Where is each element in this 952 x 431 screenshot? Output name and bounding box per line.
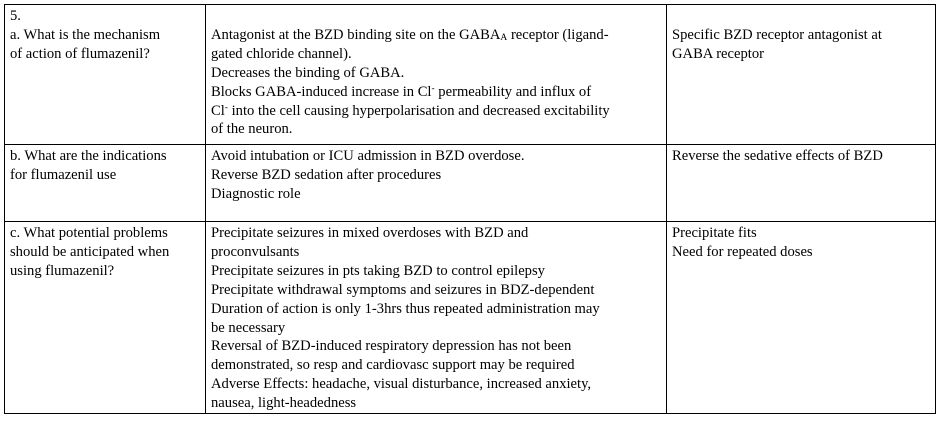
answer-a-line-6: of the neuron. xyxy=(211,121,293,138)
answer-b-line-3: Diagnostic role xyxy=(211,185,301,202)
question-b-line-1: b. What are the indications xyxy=(10,148,167,164)
answer-c-line-2: proconvulsants xyxy=(211,243,300,260)
answer-cell-a xyxy=(206,5,667,145)
summary-c-line-1: Precipitate fits xyxy=(672,225,757,241)
qa-table xyxy=(4,4,936,414)
answer-b-line-1: Avoid intubation or ICU admission in BZD overdose. xyxy=(211,148,525,164)
answer-a-line-5-text: Cl xyxy=(211,102,225,119)
answer-c-line-5: Duration of action is only 1-3hrs thus repeated administration may xyxy=(211,300,600,317)
section-number: 5. xyxy=(10,8,21,24)
answer-a-line-1-tail: receptor (ligand- xyxy=(507,26,609,43)
table-row-c xyxy=(5,222,936,414)
answer-a-line-5-tail: into the cell causing hyperpolarisation and decreased excitability xyxy=(227,102,610,119)
question-cell-a xyxy=(5,5,206,145)
answer-a-line-4 xyxy=(211,83,662,102)
question-cell-c xyxy=(5,222,206,414)
summary-cell-a xyxy=(667,5,936,145)
table-row-b xyxy=(5,145,936,222)
spacer xyxy=(211,7,662,26)
answer-c-line-4: Precipitate withdrawal symptoms and seizures in BDZ-dependent xyxy=(211,281,595,298)
answer-a-line-4-text: Blocks GABA-induced increase in Cl xyxy=(211,83,432,100)
summary-a-line-1: Specific BZD receptor antagonist at xyxy=(672,26,882,43)
answer-c-line-1: Precipitate seizures in mixed overdoses with BZD and xyxy=(211,225,529,241)
answer-c-line-10: nausea, light-headedness xyxy=(211,395,357,412)
summary-b-line-1: Reverse the sedative effects of BZD xyxy=(672,148,883,164)
question-a-line-2: of action of flumazenil? xyxy=(10,45,150,62)
spacer xyxy=(672,7,931,26)
answer-a-line-3: Decreases the binding of GABA. xyxy=(211,64,405,81)
answer-c-line-7: Reversal of BZD-induced respiratory depression has not been xyxy=(211,338,572,355)
gaba-a-subscript: A xyxy=(500,32,508,43)
answer-a-line-1-text: Antagonist at the BZD binding site on the GABA xyxy=(211,26,501,43)
answer-b-line-2: Reverse BZD sedation after procedures xyxy=(211,166,442,183)
chloride-superscript: - xyxy=(431,83,435,94)
answer-a-line-2: gated chloride channel). xyxy=(211,45,352,62)
summary-cell-b xyxy=(667,145,936,222)
question-b-line-2: for flumazenil use xyxy=(10,166,117,183)
answer-a-line-1 xyxy=(211,26,662,45)
summary-c-line-2: Need for repeated doses xyxy=(672,243,813,260)
question-c-line-2: should be anticipated when xyxy=(10,243,170,260)
answer-cell-c xyxy=(206,222,667,414)
answer-c-line-8: demonstrated, so resp and cardiovasc support may be required xyxy=(211,357,575,374)
answer-a-line-5 xyxy=(211,102,662,121)
question-c-line-1: c. What potential problems xyxy=(10,225,168,241)
chloride-superscript: - xyxy=(224,102,228,113)
question-cell-b xyxy=(5,145,206,222)
question-a-line-1: a. What is the mechanism xyxy=(10,26,161,43)
answer-c-line-9: Adverse Effects: headache, visual disturbance, increased anxiety, xyxy=(211,376,592,393)
summary-a-line-2: GABA receptor xyxy=(672,45,764,62)
table-row-a xyxy=(5,5,936,145)
answer-c-line-6: be necessary xyxy=(211,319,286,336)
summary-cell-c xyxy=(667,222,936,414)
answer-c-line-3: Precipitate seizures in pts taking BZD to control epilepsy xyxy=(211,262,545,279)
answer-cell-b xyxy=(206,145,667,222)
answer-a-line-4-tail: permeability and influx of xyxy=(434,83,592,100)
question-c-line-3: using flumazenil? xyxy=(10,262,115,279)
